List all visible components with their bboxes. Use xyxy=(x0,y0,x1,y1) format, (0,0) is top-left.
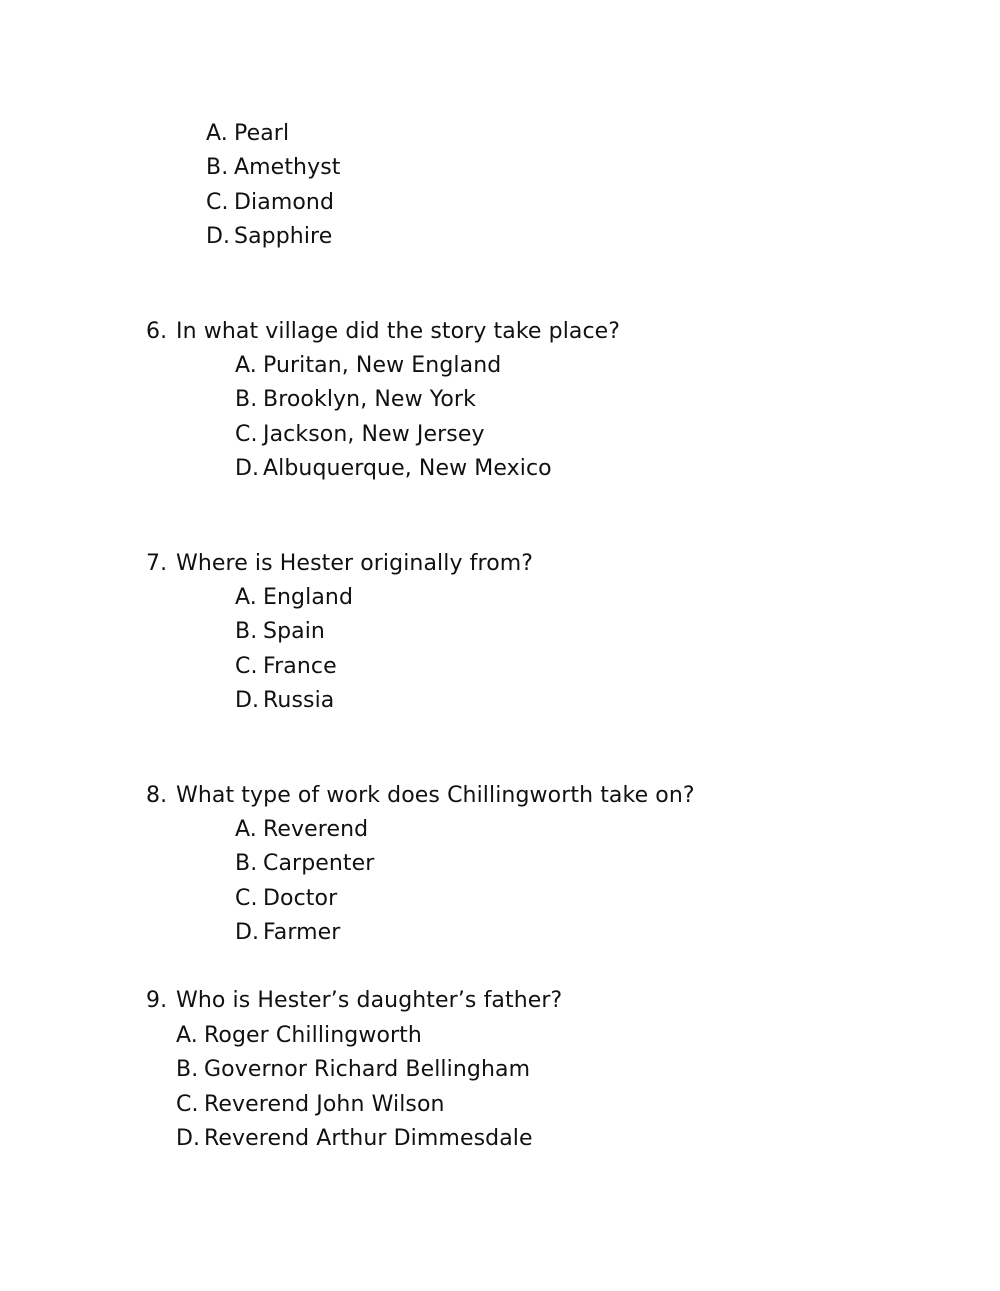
option-text: Sapphire xyxy=(234,224,333,249)
option-text: Russia xyxy=(263,688,335,713)
question-number: 6. xyxy=(146,319,168,344)
q6-option-b xyxy=(235,386,476,414)
option-text: Roger Chillingworth xyxy=(204,1023,422,1048)
q8-option-c xyxy=(235,885,337,913)
q6-option-c xyxy=(235,421,485,449)
option-letter: A. xyxy=(176,1023,198,1048)
option-letter: A. xyxy=(235,353,257,378)
option-text: Diamond xyxy=(234,190,335,215)
option-letter: D. xyxy=(235,688,260,713)
option-text: England xyxy=(263,585,354,610)
q5-option-a xyxy=(206,120,289,148)
q7-option-b xyxy=(235,618,325,646)
question-text: Who is Hester’s daughter’s father? xyxy=(176,988,563,1013)
question-text: What type of work does Chillingworth take on? xyxy=(176,783,695,808)
option-letter: C. xyxy=(206,190,229,215)
option-letter: D. xyxy=(235,920,260,945)
option-letter: A. xyxy=(235,585,257,610)
option-text: Amethyst xyxy=(234,155,341,180)
option-text: Puritan, New England xyxy=(263,353,502,378)
option-text: Brooklyn, New York xyxy=(263,387,476,412)
q7-option-a xyxy=(235,584,353,612)
option-letter: D. xyxy=(176,1126,201,1151)
q6-option-d xyxy=(235,455,552,483)
question-6 xyxy=(146,318,620,346)
q9-option-c xyxy=(176,1091,445,1119)
option-text: Governor Richard Bellingham xyxy=(204,1057,531,1082)
q5-option-c xyxy=(206,189,334,217)
question-number: 8. xyxy=(146,783,168,808)
question-8 xyxy=(146,782,695,810)
option-letter: B. xyxy=(235,851,258,876)
option-text: Spain xyxy=(263,619,325,644)
question-text: Where is Hester originally from? xyxy=(176,551,534,576)
q7-option-d xyxy=(235,687,334,715)
q7-option-c xyxy=(235,653,337,681)
option-letter: D. xyxy=(206,224,231,249)
option-letter: B. xyxy=(176,1057,199,1082)
option-letter: C. xyxy=(235,422,258,447)
q9-option-a xyxy=(176,1022,422,1050)
option-letter: C. xyxy=(176,1092,199,1117)
option-letter: B. xyxy=(206,155,229,180)
q5-option-b xyxy=(206,154,341,182)
question-9 xyxy=(146,987,562,1015)
question-7 xyxy=(146,550,533,578)
q8-option-a xyxy=(235,816,368,844)
option-text: Reverend John Wilson xyxy=(204,1092,445,1117)
option-letter: D. xyxy=(235,456,260,481)
option-letter: A. xyxy=(235,817,257,842)
option-letter: B. xyxy=(235,387,258,412)
option-text: Carpenter xyxy=(263,851,375,876)
option-text: Doctor xyxy=(263,886,338,911)
option-text: Farmer xyxy=(263,920,341,945)
option-text: Reverend xyxy=(263,817,369,842)
option-text: Pearl xyxy=(234,121,290,146)
q9-option-b xyxy=(176,1056,530,1084)
question-number: 7. xyxy=(146,551,168,576)
option-letter: A. xyxy=(206,121,228,146)
option-letter: C. xyxy=(235,886,258,911)
q5-option-d xyxy=(206,223,332,251)
q8-option-b xyxy=(235,850,374,878)
option-text: Reverend Arthur Dimmesdale xyxy=(204,1126,533,1151)
option-text: Albuquerque, New Mexico xyxy=(263,456,552,481)
option-letter: C. xyxy=(235,654,258,679)
q8-option-d xyxy=(235,919,340,947)
option-text: Jackson, New Jersey xyxy=(263,422,485,447)
question-text: In what village did the story take place? xyxy=(176,319,621,344)
option-text: France xyxy=(263,654,337,679)
question-number: 9. xyxy=(146,988,168,1013)
q6-option-a xyxy=(235,352,501,380)
option-letter: B. xyxy=(235,619,258,644)
q9-option-d xyxy=(176,1125,533,1153)
